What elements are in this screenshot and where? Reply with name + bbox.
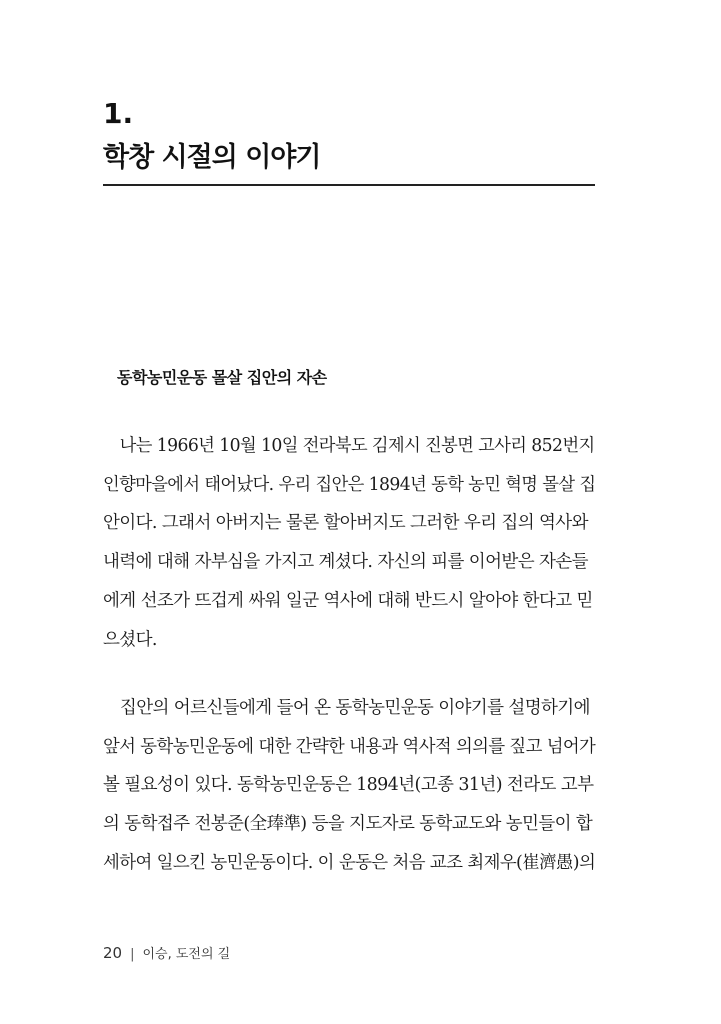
paragraph-line: 집안의 어르신들에게 들어 온 동학농민운동 이야기를 설명하기에 <box>103 698 590 718</box>
running-title: 이승, 도전의 길 <box>142 947 231 962</box>
paragraph-line: 볼 필요성이 있다. 동학농민운동은 1894년(고종 31년) 전라도 고부 <box>103 775 594 796</box>
chapter-title: 학창 시절의 이야기 <box>103 142 321 173</box>
paragraph-line: 의 동학접주 전봉준(全琫準) 등을 지도자로 동학교도와 농민들이 합 <box>103 814 593 835</box>
paragraph-2 <box>103 689 595 883</box>
section-heading: 동학농민운동 몰살 집안의 자손 <box>117 368 327 387</box>
paragraph-line: 나는 1966년 10월 10일 전라북도 김제시 진봉면 고사리 852번지 <box>103 436 595 456</box>
paragraph-line: 내력에 대해 자부심을 가지고 계셨다. 자신의 피를 이어받은 자손들 <box>103 552 588 573</box>
paragraph-line: 인향마을에서 태어났다. 우리 집안은 1894년 동학 농민 혁명 몰살 집 <box>103 474 596 495</box>
page-footer <box>103 946 230 961</box>
footer-separator: | <box>130 947 135 962</box>
title-rule <box>103 184 595 186</box>
paragraph-line: 세하여 일으킨 농민운동이다. 이 운동은 처음 교조 최제우(崔濟愚)의 <box>103 852 596 873</box>
paragraph-line: 에게 선조가 뜨겁게 싸워 일군 역사에 대해 반드시 알아야 한다고 믿 <box>103 590 593 611</box>
chapter-number: 1. <box>103 97 134 130</box>
paragraph-line: 안이다. 그래서 아버지는 물론 할아버지도 그러한 우리 집의 역사와 <box>103 513 588 534</box>
page-number: 20 <box>103 944 123 962</box>
paragraph-line: 으셨다. <box>103 629 157 650</box>
paragraph-line: 앞서 동학농민운동에 대한 간략한 내용과 역사적 의의를 짚고 넘어가 <box>103 736 596 757</box>
paragraph-1 <box>103 427 595 659</box>
